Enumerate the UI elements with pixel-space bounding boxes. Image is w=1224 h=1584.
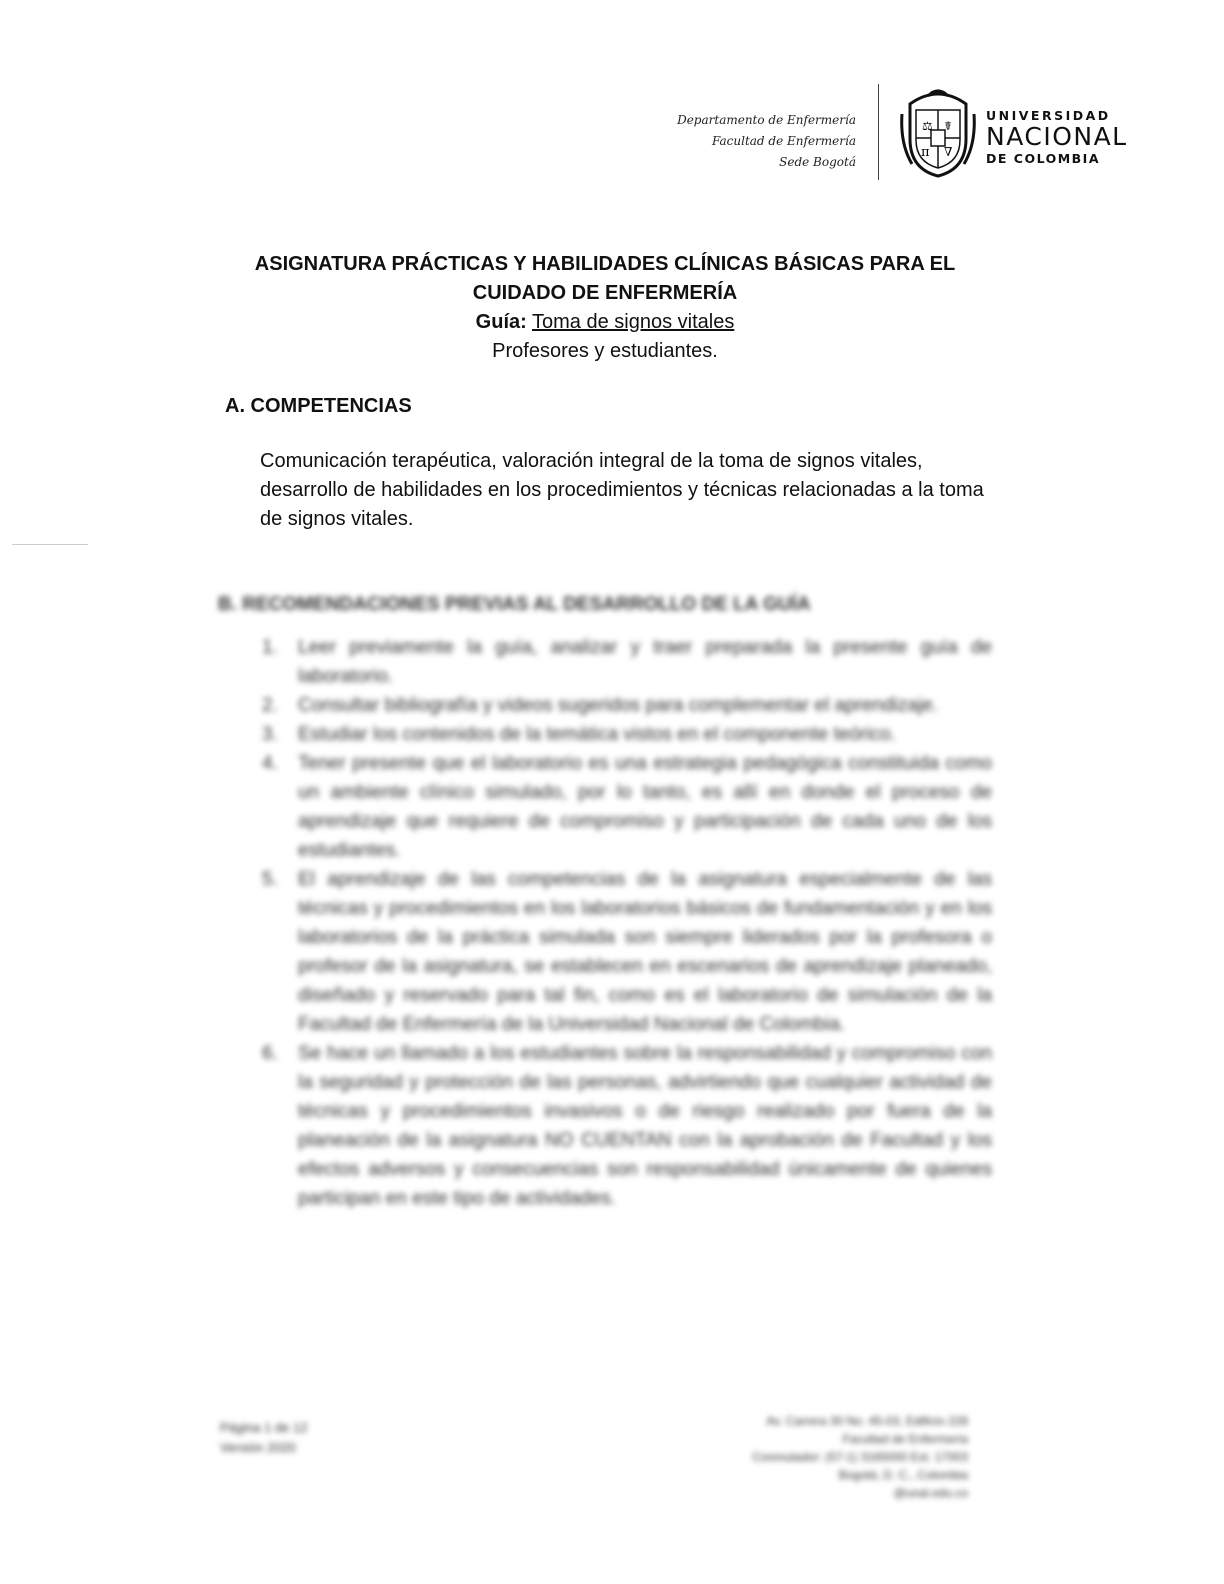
university-crest-icon: [900, 84, 976, 180]
document-title: [200, 250, 1010, 366]
version: Versión 2020: [220, 1440, 296, 1455]
section-b-heading: B. RECOMENDACIONES PREVIAS AL DESARROLLO DE LA GUÍA: [218, 594, 811, 615]
margin-mark: [12, 544, 88, 545]
item-number: 4.: [262, 753, 278, 774]
title-line-2: CUIDADO DE ENFERMERÍA: [472, 282, 738, 304]
department-info: [677, 110, 856, 173]
svg-text:☤: ☤: [944, 119, 953, 133]
logo-line-3: DE COLOMBIA: [986, 151, 1101, 166]
list-item: [262, 691, 992, 720]
address-line: Bogotá, D. C., Colombia: [838, 1468, 968, 1482]
svg-text:⚖: ⚖: [922, 119, 933, 133]
list-item: [262, 720, 992, 749]
audience: Profesores y estudiantes.: [492, 340, 718, 362]
list-item: [262, 865, 992, 1039]
footer-address: [753, 1412, 968, 1502]
logo-line-2: NACIONAL: [986, 122, 1128, 151]
item-text: El aprendizaje de las competencias de la asignatura especialmente de las técnicas y procedimientos en los laboratorios básicos de fundamentación y en los laboratorios de la práctica simulada son siempre liderados por la profesora o profesor de la asignatura, se establecen en escenarios de aprendizaje planeado, diseñado y reservado para tal fin, como es el laboratorio de simulación de la Facultad de Enfermería de la Universidad Nacional de Colombia.: [298, 869, 992, 1035]
item-number: 5.: [262, 869, 278, 890]
page-number: Página 1 de 12: [220, 1420, 308, 1435]
item-number: 2.: [262, 695, 278, 716]
item-text: Se hace un llamado a los estudiantes sobre la responsabilidad y compromiso con la seguridad y protección de las personas, advirtiendo que cualquier actividad de técnicas y procedimientos invasivos o de riesgo realizado por fuera de la planeación de la asignatura NO CUENTAN con la aprobación de Facultad y los efectos adversos y consecuencias son responsabilidad únicamente de quienes participan en este tipo de actividades.: [298, 1043, 992, 1209]
address-line: @unal.edu.co: [893, 1486, 968, 1500]
logo-line-1: UNIVERSIDAD: [986, 108, 1111, 123]
section-a-heading: A. COMPETENCIAS: [225, 395, 412, 417]
item-number: 3.: [262, 724, 278, 745]
item-text: Leer previamente la guía, analizar y traer preparada la presente guía de laboratorio.: [298, 637, 992, 687]
list-item: [262, 633, 992, 691]
faculty-name: Facultad de Enfermería: [712, 134, 856, 148]
item-text: Estudiar los contenidos de la temática vistos en el componente teórico.: [298, 724, 896, 745]
address-line: Conmutador: (57-1) 3165000 Ext. 17003: [752, 1450, 968, 1464]
guide-name: Toma de signos vitales: [532, 311, 735, 333]
item-text: Tener presente que el laboratorio es una estrategia pedagógica constituida como un ambiente clínico simulado, por lo tanto, es allí en donde el proceso de aprendizaje que requiere de compromiso y participación de cada uno de los estudiantes.: [298, 753, 992, 861]
department-name: Departamento de Enfermería: [677, 113, 856, 127]
address-line: Facultad de Enfermería: [842, 1432, 968, 1446]
address-line: Av. Carrera 30 No. 45-03, Edificio 228: [766, 1414, 968, 1428]
recommendations-list: [262, 633, 992, 1213]
item-number: 1.: [262, 637, 278, 658]
university-logo-text: [986, 108, 1128, 166]
footer-page-info: [220, 1418, 307, 1458]
svg-text:π: π: [921, 145, 930, 160]
guide-label: Guía:: [475, 311, 527, 333]
svg-text:∇: ∇: [944, 145, 953, 159]
list-item: [262, 749, 992, 865]
item-text: Consultar bibliografía y videos sugeridos para complementar el aprendizaje.: [298, 695, 939, 716]
campus-name: Sede Bogotá: [779, 155, 856, 169]
list-item: [262, 1039, 992, 1213]
item-number: 6.: [262, 1043, 278, 1064]
title-line-1: ASIGNATURA PRÁCTICAS Y HABILIDADES CLÍNICAS BÁSICAS PARA EL: [254, 253, 956, 275]
section-a-body: Comunicación terapéutica, valoración integral de la toma de signos vitales, desarrollo de habilidades en los procedimientos y técnicas relacionadas a la toma de signos vitales.: [260, 450, 984, 530]
header-divider: [878, 84, 879, 180]
